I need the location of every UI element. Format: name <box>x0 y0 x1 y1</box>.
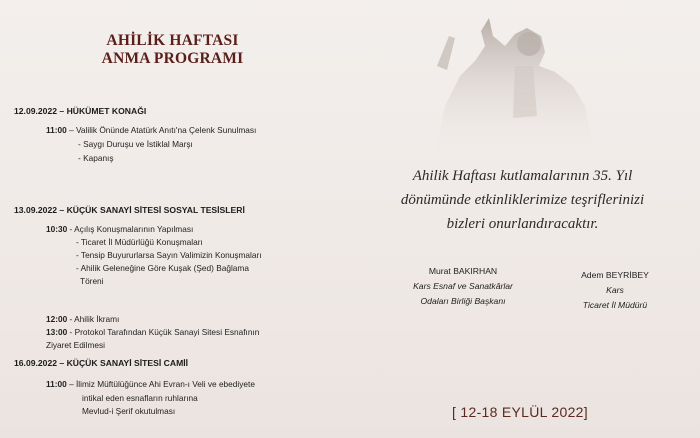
event-date-range: [ 12-18 EYLÜL 2022] <box>452 404 588 420</box>
day-3-line-1 <box>46 379 255 389</box>
time-label: 10:30 <box>46 224 68 234</box>
day-2-line-8: Ziyaret Edilmesi <box>46 340 106 350</box>
signature-2-role-line2: Ticaret İl Müdürü <box>582 300 648 310</box>
signature-1-role-line2: Odaları Birliği Başkanı <box>420 296 506 306</box>
day-2-heading: 13.09.2022 – KÜÇÜK SANAYİ SİTESİ SOSYAL TESİSLERİ <box>14 205 245 215</box>
signature-2-name: Adem BEYRİBEY <box>581 270 649 280</box>
day-1-line-2: - Saygı Duruşu ve İstiklal Marşı <box>78 139 193 149</box>
item-text: – Valilik Önünde Atatürk Anıtı'na Çelenk Sunulması <box>66 125 257 135</box>
item-text: - Protokol Tarafından Küçük Sanayi Sitesi Esnafının <box>67 327 260 337</box>
day-1-heading: 12.09.2022 – HÜKÜMET KONAĞI <box>14 106 147 116</box>
time-label: 11:00 <box>46 379 67 389</box>
day-2-line-7 <box>46 327 259 337</box>
day-2-line-1 <box>46 224 193 234</box>
day-1-line-3: - Kapanış <box>78 153 114 163</box>
day-2-line-4: - Ahilik Geleneğine Göre Kuşak (Şed) Bağlama <box>76 263 249 273</box>
signature-1-name: Murat BAKIRHAN <box>428 266 498 276</box>
invitation-line-3: bizleri onurlandıracaktır. <box>446 216 599 232</box>
invitation-line-1: Ahilik Haftası kutlamalarının 35. Yıl <box>412 168 633 184</box>
signature-2-role-line1: Kars <box>606 285 624 295</box>
day-3-line-3: Mevlud-i Şerif okutulması <box>82 406 176 416</box>
day-2-line-2: - Ticaret İl Müdürlüğü Konuşmaları <box>76 237 203 247</box>
day-3-line-2: intikal eden esnafların ruhlarına <box>82 393 198 403</box>
item-text: – İlimiz Müftülüğünce Ahi Evran-ı Veli ve ebediyete <box>66 379 255 389</box>
day-2-line-3: - Tensip Buyururlarsa Sayın Valimizin Konuşmaları <box>76 250 262 260</box>
day-2-line-5: Töreni <box>80 276 104 286</box>
time-label: 11:00 <box>46 125 67 135</box>
invitation-line-2: dönümünde etkinliklerimize teşriflerinizi <box>400 192 645 208</box>
signature-1-role-line1: Kars Esnaf ve Sanatkârlar <box>413 281 513 291</box>
day-2-line-6 <box>46 314 119 324</box>
day-1-line-1 <box>46 125 256 135</box>
item-text: - Ahilik İkramı <box>67 314 120 324</box>
program-title-line2: ANMA PROGRAMI <box>101 50 244 67</box>
time-label: 12:00 <box>46 314 68 324</box>
item-text: - Açılış Konuşmalarının Yapılması <box>67 224 194 234</box>
day-3-heading: 16.09.2022 – KÜÇÜK SANAYİ SİTESİ CAMİİ <box>14 358 189 368</box>
program-title-line1: AHİLİK HAFTASI <box>106 32 239 49</box>
time-label: 13:00 <box>46 327 68 337</box>
ahi-evran-statue-image <box>415 6 615 156</box>
